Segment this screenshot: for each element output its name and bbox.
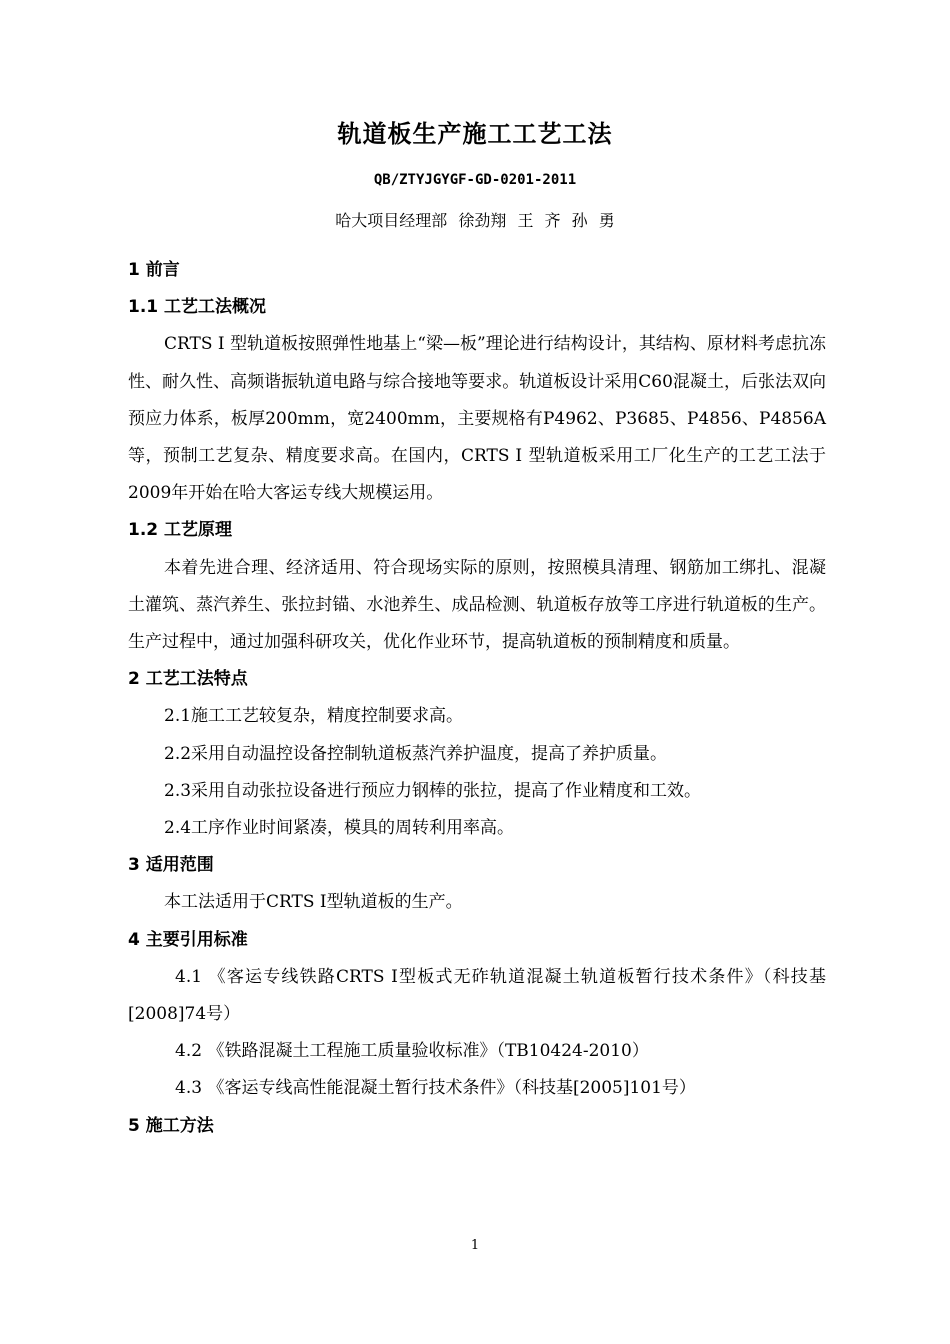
document-code: QB/ZTYJGYGF-GD-0201-2011 bbox=[373, 172, 577, 188]
section-heading-4: 4 主要引用标准 bbox=[128, 929, 248, 950]
reference-item: 4.1 《客运专线铁路CRTS Ⅰ型板式无砟轨道混凝土轨道板暂行技术条件》（科技基[2008]74号） bbox=[128, 966, 826, 1025]
section-heading-1-1: 1.1 工艺工法概况 bbox=[128, 297, 267, 318]
feature-item: 2.1施工工艺较复杂，精度控制要求高。 bbox=[164, 706, 464, 727]
section-heading-1: 1 前言 bbox=[128, 260, 180, 280]
document-title: 轨道板生产施工工艺工法 bbox=[337, 120, 613, 148]
paragraph-principle: 本着先进合理、经济适用、符合现场实际的原则，按照模具清理、钢筋加工绑扎、混凝土灌筑、蒸汽养生、张拉封锚、水池养生、成品检测、轨道板存放等工序进行轨道板的生产。生产过程中，通过加强科研攻关，优化作业环节，提高轨道板的预制精度和质量。 bbox=[128, 557, 826, 653]
reference-item: 4.3 《客运专线高性能混凝土暂行技术条件》（科技基[2005]101号） bbox=[175, 1078, 696, 1099]
section-heading-3: 3 适用范围 bbox=[128, 855, 214, 876]
section-heading-5: 5 施工方法 bbox=[128, 1115, 214, 1136]
document-body bbox=[128, 252, 826, 1145]
reference-item: 4.2 《铁路混凝土工程施工质量验收标准》（TB10424-2010） bbox=[175, 1041, 649, 1062]
feature-item: 2.4工序作业时间紧凑，模具的周转利用率高。 bbox=[164, 818, 515, 839]
feature-item: 2.2采用自动温控设备控制轨道板蒸汽养护温度，提高了养护质量。 bbox=[164, 743, 668, 764]
section-heading-1-2: 1.2 工艺原理 bbox=[128, 520, 233, 541]
paragraph-overview: CRTS Ⅰ 型轨道板按照弹性地基上“梁—板”理论进行结构设计，其结构、原材料考虑抗冻性、耐久性、高频谐振轨道电路与综合接地等要求。轨道板设计采用C60混凝土，后张法双向预应力体系，板厚200mm，宽2400mm，主要规格有P4962、P3685、P4856、P4856A 等，预制工艺复杂、精度要求高。在国内，CRTS Ⅰ 型轨道板采用工厂化生产的工艺工法于2009年开始在哈大客运专线大规模运用。 bbox=[128, 334, 826, 504]
page-number: 1 bbox=[470, 1238, 480, 1253]
section-heading-2: 2 工艺工法特点 bbox=[128, 669, 248, 690]
feature-item: 2.3采用自动张拉设备进行预应力钢棒的张拉，提高了作业精度和工效。 bbox=[164, 780, 702, 801]
paragraph-scope: 本工法适用于CRTS Ⅰ型轨道板的生产。 bbox=[164, 892, 463, 913]
document-authors: 哈大项目经理部 徐劲翔 王 齐 孙 勇 bbox=[335, 211, 615, 230]
